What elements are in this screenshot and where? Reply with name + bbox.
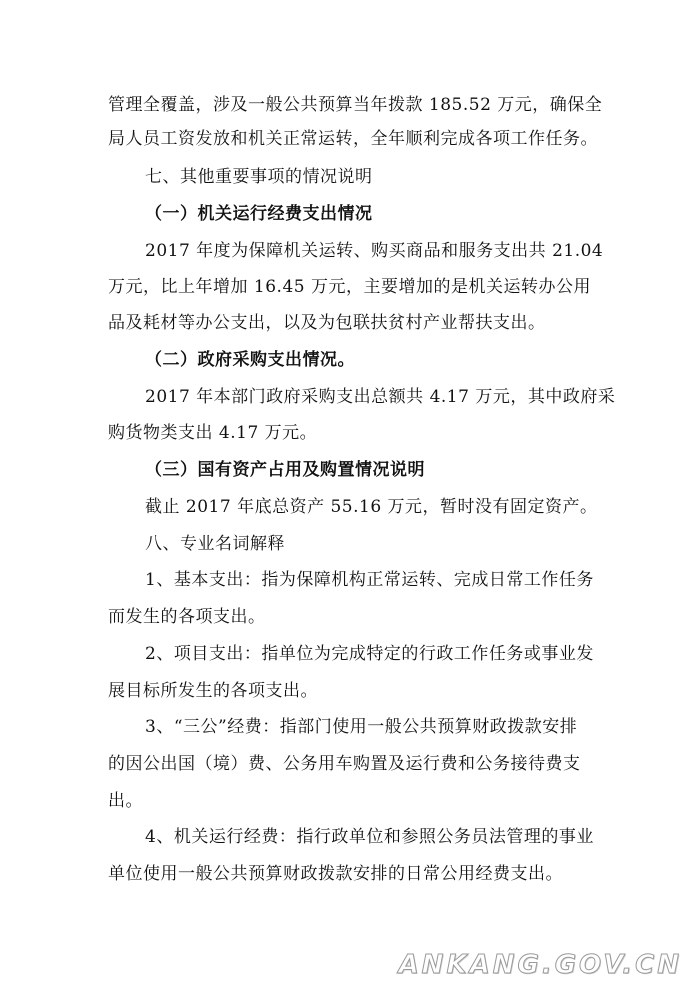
paragraph-line: 购货物类支出 4.17 万元。: [108, 423, 318, 443]
paragraph-line: 2017 年度为保障机关运转、购买商品和服务支出共 21.04: [145, 241, 604, 261]
subsection-heading-1: （一）机关运行经费支出情况: [145, 204, 373, 224]
paragraph-line: 万元，比上年增加 16.45 万元，主要增加的是机关运转办公用: [108, 277, 591, 297]
paragraph-line: 品及耗材等办公支出，以及为包联扶贫村产业帮扶支出。: [108, 313, 546, 333]
definition-line: 1、基本支出：指为保障机构正常运转、完成日常工作任务: [145, 570, 594, 590]
site-watermark: ANKANG.GOV.CN: [398, 950, 682, 980]
definition-line: 而发生的各项支出。: [108, 607, 266, 627]
subsection-heading-2: （二）政府采购支出情况。: [145, 350, 355, 370]
definition-line: 的因公出国（境）费、公务用车购置及运行费和公务接待费支: [108, 754, 581, 774]
section-heading-7: 七、其他重要事项的情况说明: [145, 167, 373, 187]
paragraph-line: 管理全覆盖，涉及一般公共预算当年拨款 185.52 万元，确保全: [108, 95, 603, 115]
paragraph-line: 局人员工资发放和机关正常运转，全年顺利完成各项工作任务。: [108, 129, 598, 149]
definition-line: 单位使用一般公共预算财政拨款安排的日常公用经费支出。: [108, 864, 563, 884]
definition-line: 2、项目支出：指单位为完成特定的行政工作任务或事业发: [145, 644, 594, 664]
subsection-heading-3: （三）国有资产占用及购置情况说明: [145, 460, 425, 480]
paragraph-line: 截止 2017 年底总资产 55.16 万元，暂时没有固定资产。: [145, 497, 598, 517]
definition-line: 出。: [108, 791, 143, 811]
definition-line: 展目标所发生的各项支出。: [108, 681, 318, 701]
definition-line: 3、“三公”经费：指部门使用一般公共预算财政拨款安排: [145, 717, 578, 737]
section-heading-8: 八、专业名词解释: [145, 534, 285, 554]
definition-line: 4、机关运行经费：指行政单位和参照公务员法管理的事业: [145, 827, 594, 847]
paragraph-line: 2017 年本部门政府采购支出总额共 4.17 万元，其中政府采: [145, 387, 616, 407]
